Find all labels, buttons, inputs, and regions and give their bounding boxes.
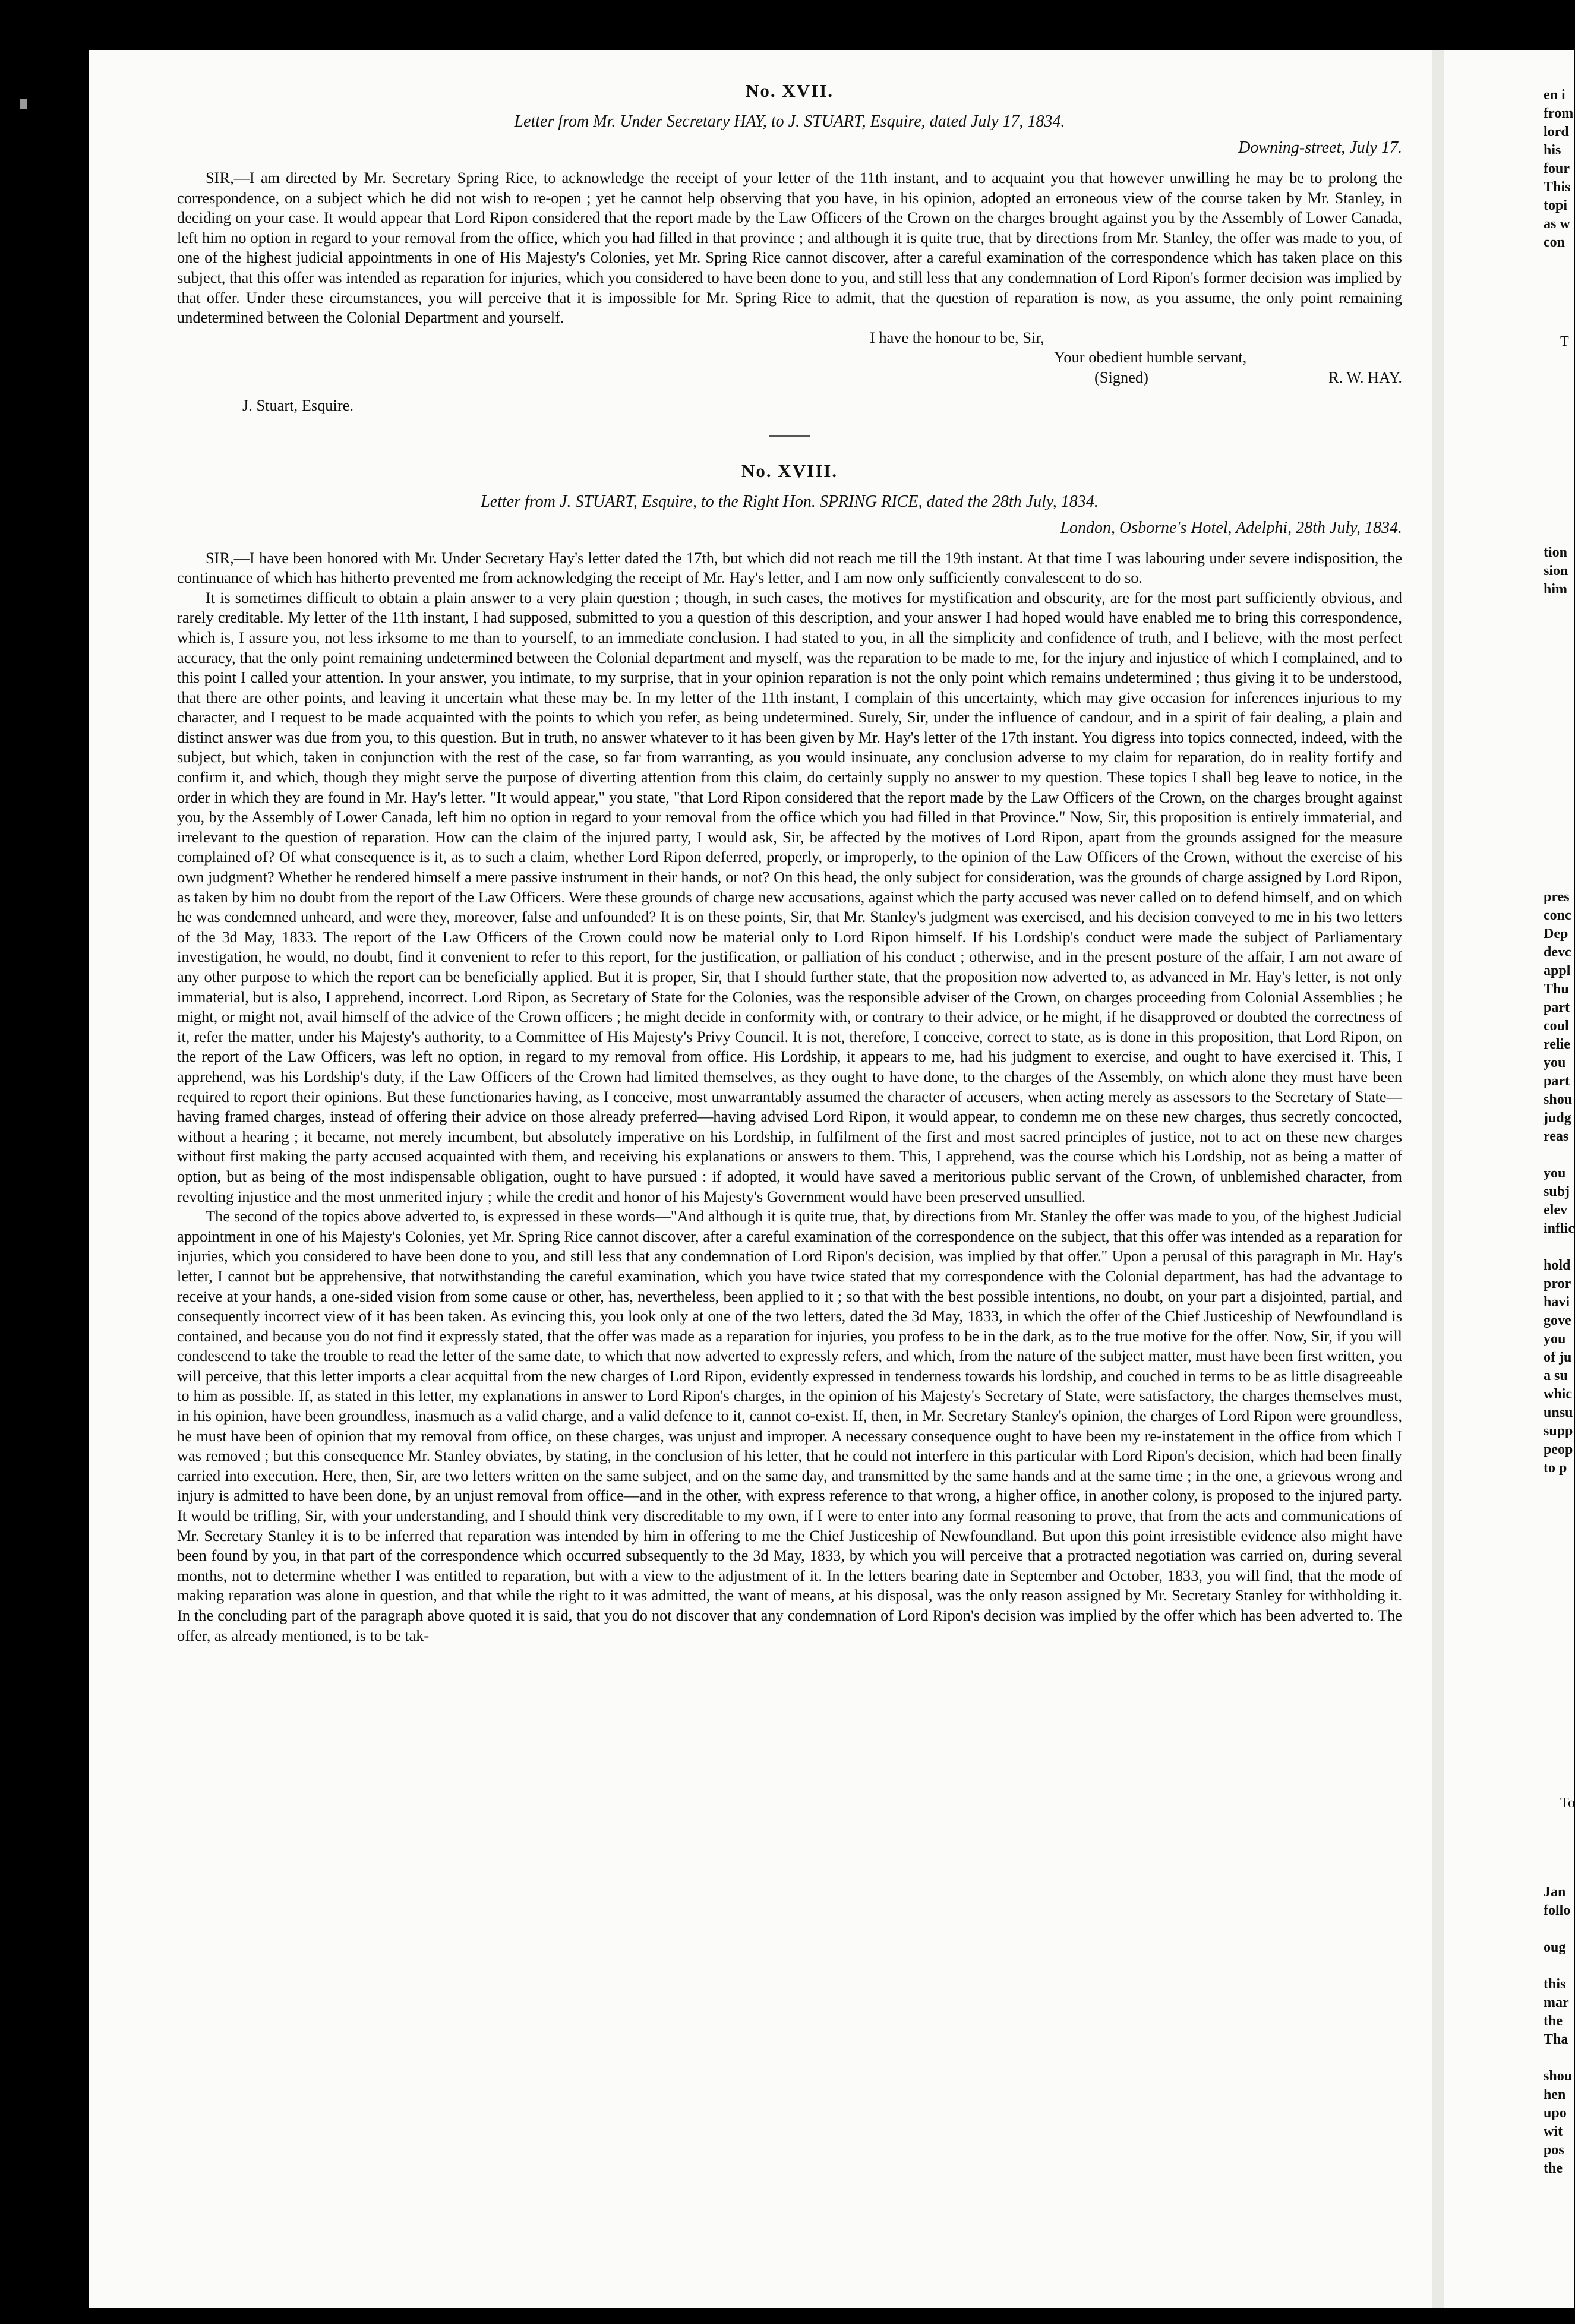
fragment-line: relie (1544, 1037, 1570, 1052)
fragment-line: mar (1544, 1995, 1569, 2010)
fragment-block (1544, 544, 1568, 599)
fragment-line: shou (1544, 2069, 1573, 2084)
letter-closing (177, 328, 1402, 388)
fragment-line: sion (1544, 563, 1568, 579)
fragment-line: oug (1544, 1940, 1566, 1955)
fragment-line: Dep (1544, 926, 1568, 942)
fragment-line: whic (1544, 1387, 1572, 1402)
signature-line (177, 368, 1402, 388)
fragment-line: judg (1544, 1110, 1571, 1126)
fragment-line: pror (1544, 1276, 1571, 1292)
fragment-line: unsu (1544, 1405, 1573, 1420)
fragment-line (1544, 2049, 1572, 2067)
fragment-line: follo (1544, 1903, 1571, 1918)
letter-paragraph: SIR,—I have been honored with Mr. Under Secretary Hay's letter dated the 17th, but which did not reach me till the 19th instant. At that time I was labouring under severe indisposition, the continuance of which has hitherto prevented me from acknowledging the receipt of Mr. Hay's letter, and I am now only sufficiently convalescent to do so. (177, 548, 1402, 587)
fragment-line: This (1544, 179, 1571, 195)
fragment-line: Thu (1544, 981, 1569, 997)
fragment-line: elev (1544, 1202, 1567, 1218)
fragment-line: gove (1544, 1313, 1571, 1328)
fragment-line (1544, 1920, 1572, 1938)
fragment-line: a su (1544, 1368, 1568, 1384)
letter-number: No. XVII. (745, 80, 834, 101)
fragment-line: his (1544, 143, 1561, 158)
fragment-block (1544, 888, 1574, 1477)
fragment-line: you (1544, 1331, 1566, 1347)
fragment-block (1544, 86, 1573, 252)
fragment-line: Jan (1544, 1884, 1566, 1900)
fragment-line: part (1544, 1073, 1570, 1089)
letter-dateline: Downing-street, July 17. (1238, 138, 1402, 157)
signatory-name: R. W. HAY. (1328, 368, 1402, 386)
fragment-line: you (1544, 1055, 1566, 1071)
letter-addressee: J. Stuart, Esquire. (242, 396, 353, 414)
fragment-text: To (1560, 1795, 1575, 1811)
fragment-line (1544, 1957, 1572, 1975)
fragment-line: from (1544, 106, 1574, 121)
fragment-text: T (1560, 334, 1569, 349)
fragment-line: wit (1544, 2124, 1563, 2139)
fragment-line: tion (1544, 545, 1568, 560)
fragment-line: four (1544, 161, 1570, 176)
fragment-line: to p (1544, 1460, 1567, 1476)
fragment-line: devc (1544, 945, 1571, 960)
letter-dateline: London, Osborne's Hotel, Adelphi, 28th July, 1834. (1060, 518, 1402, 537)
adjacent-page-edge (1444, 50, 1574, 2308)
fragment-line: peop (1544, 1442, 1573, 1457)
fragment-line: con (1544, 235, 1565, 250)
fragment-line: part (1544, 1000, 1570, 1015)
letter-subtitle: Letter from Mr. Under Secretary HAY, to J. STUART, Esquire, dated July 17, 1834. (514, 112, 1065, 131)
fragment-line: havi (1544, 1294, 1570, 1310)
fragment-line: conc (1544, 908, 1571, 923)
scan-artifact-mark: ▘ (20, 100, 34, 119)
letter-subtitle: Letter from J. STUART, Esquire, to the Right Hon. SPRING RICE, dated the 28th July, 1834. (481, 492, 1099, 511)
fragment-line: of ju (1544, 1350, 1572, 1365)
letter-xvii (177, 80, 1402, 415)
fragment-line: this (1544, 1976, 1566, 1992)
fragment-line: inflic (1544, 1221, 1574, 1236)
letter-xviii (177, 460, 1402, 1646)
fragment-line: reas (1544, 1129, 1569, 1144)
letter-paragraph: It is sometimes difficult to obtain a plain answer to a very plain question ; though, in such cases, the motives for mystification and obscurity, are for the most part sufficiently obvious, and rarely creditable. My letter of the 11th instant, I had supposed, submitted to you a question of this description, and your answer I had hoped would have enabled me to bring this correspondence, which is, I assure you, not less irksome to me than to yourself, to an immediate conclusion. I had stated to you, in all the simplicity and confidence of truth, and I believe, with the most perfect accuracy, that the only point remaining undetermined between the Colonial department and myself, was the reparation to be made to me, for the injury and injustice of which I complained, and to this point I called your attention. In your answer, you intimate, to my surprise, that in your opinion reparation is not the only point which remains undetermined ; thus giving it to be understood, that there are other points, and leaving it uncertain what these may be. In my letter of the 11th instant, I complain of this uncertainty, which may give occasion for inferences injurious to my character, and I request to be made acquainted with the points to which you refer, as being undetermined. Surely, Sir, under the influence of candour, and in a spirit of fair dealing, a plain and distinct answer was due from you, to this question. But in truth, no answer whatever to it has been given by Mr. Hay's letter of the 17th instant. You digress into topics connected, indeed, with the subject, but which, taken in conjunction with the rest of the case, so far from warranting, as you would insinuate, any conclusion adverse to my claim for reparation, do in reality fortify and confirm it, and which, though they might serve the purpose of diverting attention from this claim, do certainly supply no answer to my question. These topics I shall beg leave to notice, in the order in which they are found in Mr. Hay's letter. "It would appear," you state, "that Lord Ripon considered that the report made by the Law Officers of the Crown, on the charges brought against you, by the Assembly of Lower Canada, left him no option in regard to your removal from the office which you had filled in that Province." Now, Sir, this proposition is entirely immaterial, and irrelevant to the question of reparation. How can the claim of the injured party, I would ask, Sir, be affected by the motives of Lord Ripon, apart from the grounds assigned for the measure complained of? Of what consequence is it, as to such a claim, whether Lord Ripon deferred, properly, or improperly, to the opinion of the Law Officers of the Crown, without the exercise of his own judgment? Whether he rendered himself a mere passive instrument in their hands, or not? On this head, the only subject for consideration, was the grounds of charge assigned by Lord Ripon, as taken by him no doubt from the report of the Law Officers. Were these grounds of charge new accusations, against which the party accused was never called on to defend himself, and on which he was condemned unheard, and were they, moreover, false and unfounded? It is on these points, Sir, that Mr. Stanley's judgment was exercised, and his decision conveyed to me in his two letters of the 3d May, 1833. The report of the Law Officers of the Crown could now be material only to Lord Ripon himself. If his Lordship's conduct were made the subject of Parliamentary investigation, he would, no doubt, find it convenient to refer to this report, for the justification, or palliation of his conduct ; otherwise, and in the present posture of the affair, I am not aware of any other purpose to which the report can be beneficially applied. But it is proper, Sir, that I should further state, that the proposition now adverted to, as advanced in Mr. Hay's letter, is not only immaterial, but is also, I apprehend, incorrect. Lord Ripon, as Secretary of State for the Colonies, was the responsible adviser of the Crown, on charges proceeding from Colonial Assemblies ; he might, or might not, avail himself of the advice of the Crown officers ; he might decide in conformity with, or contrary to their advice, or he might, if he disapproved or doubted the correctness of it, refer the matter, under his Majesty's authority, to a Committee of His Majesty's Privy Council. It is not, therefore, I conceive, correct to state, as is done in this proposition, that Lord Ripon, on the report of the Law Officers, was left no option, in regard to my removal from office. His Lordship, it appears to me, had his judgment to exercise, and ought to have exercised it. This, I apprehend, was his Lordship's duty, if the Law Officers of the Crown had limited themselves, as they ought to have done, to the charges of the Assembly, on which alone they must have been required to report their opinions. But these functionaries having, as I conceive, most unwarrantably assumed the character of accusers, when acting merely as assessors to the Secretary of State—having framed charges, instead of offering their advice on those already preferred—having advised Lord Ripon, it would appear, to condemn me on these new charges, thus secretly concocted, without a hearing ; it became, not merely incumbent, but absolutely imperative on his Lordship, in fulfilment of the first and most sacred principles of justice, not to act on these new charges without first making the party accused acquainted with them, and receiving his explanations or answers to them. This, I apprehend, was the course which his Lordship, not as being a matter of option, but as being of the most indispensable obligation, ought to have pursued : if adopted, it would have saved a meritorious public servant of the Crown, of unblemished character, from revolting injustice and the most unmerited injury ; while the credit and honor of his Majesty's Government would have been preserved unsullied. (177, 588, 1402, 1205)
letter-number: No. XVIII. (741, 460, 838, 481)
signed-marker: (Signed) (1094, 368, 1148, 386)
fragment-line: pos (1544, 2142, 1564, 2158)
letter-body: SIR,—I am directed by Mr. Secretary Spring Rice, to acknowledge the receipt of your letter of the 11th instant, and to acquaint you that however unwilling he may be to prolong the correspondence, on a subject which he did not wish to re-open ; yet he cannot help observing that you have, in his opinion, adopted an erroneous view of the course taken by Mr. Stanley, in deciding on your case. It would appear that Lord Ripon considered that the report made by the Law Officers of the Crown on the charges brought against you by the Assembly of Lower Canada, left him no option in regard to your removal from the office, which you had filled in that province ; and although it is quite true, that by directions from Mr. Stanley, the offer was made to you, of one of the highest judicial appointments in one of His Majesty's Colonies, yet Mr. Spring Rice cannot discover, after a careful examination of the correspondence which has taken place on this subject, that this offer was intended as reparation for injuries, which you considered to have been done to you, and still less that any condemnation of Lord Ripon's former decision was implied by that offer. Under these circumstances, you will perceive that it is impossible for Mr. Spring Rice to admit, that the question of reparation is now, as you assume, the only point remaining undetermined between the Colonial Department and yourself. (177, 169, 1402, 327)
closing-line: Your obedient humble servant, (1054, 348, 1247, 367)
fragment-line: appl (1544, 963, 1571, 978)
fragment-line: pres (1544, 889, 1570, 905)
fragment-line: coul (1544, 1018, 1569, 1034)
fragment-line (1544, 1238, 1574, 1256)
fragment-line: hen (1544, 2087, 1566, 2102)
letter-paragraph: The second of the topics above adverted to, is expressed in these words—"And although it is quite true, that, by directions from Mr. Stanley the offer was made to you, of the highest Judicial appointment in one of his Majesty's Colonies, yet Mr. Spring Rice cannot discover, after a careful examination of the correspondence on the subject, that this offer was intended as a reparation for injuries, which you considered to have been done to you, and still less that any condemnation of Lord Ripon's decision, was implied by that offer." Upon a perusal of this paragraph in Mr. Hay's letter, I cannot but be apprehensive, that notwithstanding the careful examination, which you have twice stated that my correspondence with the Colonial department, has had the advantage to receive at your hands, a one-sided vision from some cause or other, has, nevertheless, been applied to it ; so that with the best possible intentions, no doubt, on your part a disjointed, partial, and consequently incorrect view of it has been taken. As evincing this, you look only at one of the two letters, dated the 3d May, 1833, in which the offer of the Chief Justiceship of Newfoundland is contained, and because you do not find it expressly stated, that the offer was made as a reparation for injuries, you profess to be in the dark, as to the true motive for the offer. Now, Sir, if you will condescend to take the trouble to read the letter of the same date, to which that now adverted to expressly refers, and which, from the nature of the subject matter, must have been first written, you will perceive, that this letter imports a clear acquittal from the new charges of Lord Ripon, evidently expressed in tenderness towards his lordship, and couched in terms to be as little disagreeable to him as possible. If, as stated in this letter, my explanations in answer to Lord Ripon's charges, in the opinion of his Majesty's Secretary of State, were satisfactory, the charges themselves must, in his opinion, have been groundless, inasmuch as a valid charge, and a valid defence to it, cannot co-exist. If, then, in Mr. Secretary Stanley's opinion, the charges of Lord Ripon were groundless, he must have been of opinion that my removal from office, on these charges, was unjust and improper. A necessary consequence ought to have been my re-instatement in the office from which I was removed ; but this consequence Mr. Stanley obviates, by stating, in the conclusion of his letter, that he could not interfere in this particular with Lord Ripon's decision, which had been finally carried into execution. Here, then, Sir, are two letters written on the same subject, and on the same day, and transmitted by the same hands and at the same time ; in the one, a grievous wrong and injury is admitted to have been done, by an unjust removal from office—and in the other, with express reference to that wrong, a higher office, in another colony, is proposed to the injured party. It would be trifling, Sir, with your understanding, and I should think very discreditable to my own, if I were to enter into any formal reasoning to prove, that from the acts and communications of Mr. Secretary Stanley it is to be inferred that reparation was intended by him in offering to me the Chief Justiceship of Newfoundland. But upon this point irresistible evidence also might have been found by you, in that part of the correspondence which occurred subsequently to the 3d May, 1833, by which you will perceive that a protracted negotiation was carried on, during several months, not to determine whether I was entitled to reparation, but with a view to the adjustment of it. In the letters bearing date in September and October, 1833, you will find, that the mode of making reparation was alone in question, and that while the right to it was admitted, the want of means, at his disposal, was the only reason assigned by Mr. Secretary Stanley for withholding it. In the concluding part of the paragraph above quoted it is said, that you do not discover that any condemnation of Lord Ripon's decision was implied by the offer which has been adverted to. The offer, as already mentioned, is to be tak- (177, 1207, 1402, 1644)
fragment-line: topi (1544, 198, 1568, 213)
fragment-line: as w (1544, 216, 1570, 232)
fragment-line: subj (1544, 1184, 1570, 1199)
fragment-line: en i (1544, 87, 1565, 103)
fragment-line: the (1544, 2161, 1563, 2176)
fragment-line: him (1544, 582, 1568, 597)
document-page (89, 50, 1438, 2308)
page-gutter (1432, 50, 1445, 2308)
fragment-line: supp (1544, 1423, 1573, 1439)
fragment-line: lord (1544, 124, 1569, 140)
fragment-line: the (1544, 2013, 1563, 2029)
fragment-line: you (1544, 1166, 1566, 1181)
fragment-line (1544, 1146, 1574, 1164)
closing-line: I have the honour to be, Sir, (870, 328, 1044, 346)
fragment-line: shou (1544, 1092, 1573, 1107)
section-divider (769, 435, 810, 437)
fragment-line: upo (1544, 2105, 1567, 2121)
fragment-block (1544, 1883, 1572, 2178)
fragment-line: Tha (1544, 2032, 1568, 2047)
fragment-line: hold (1544, 1258, 1571, 1273)
